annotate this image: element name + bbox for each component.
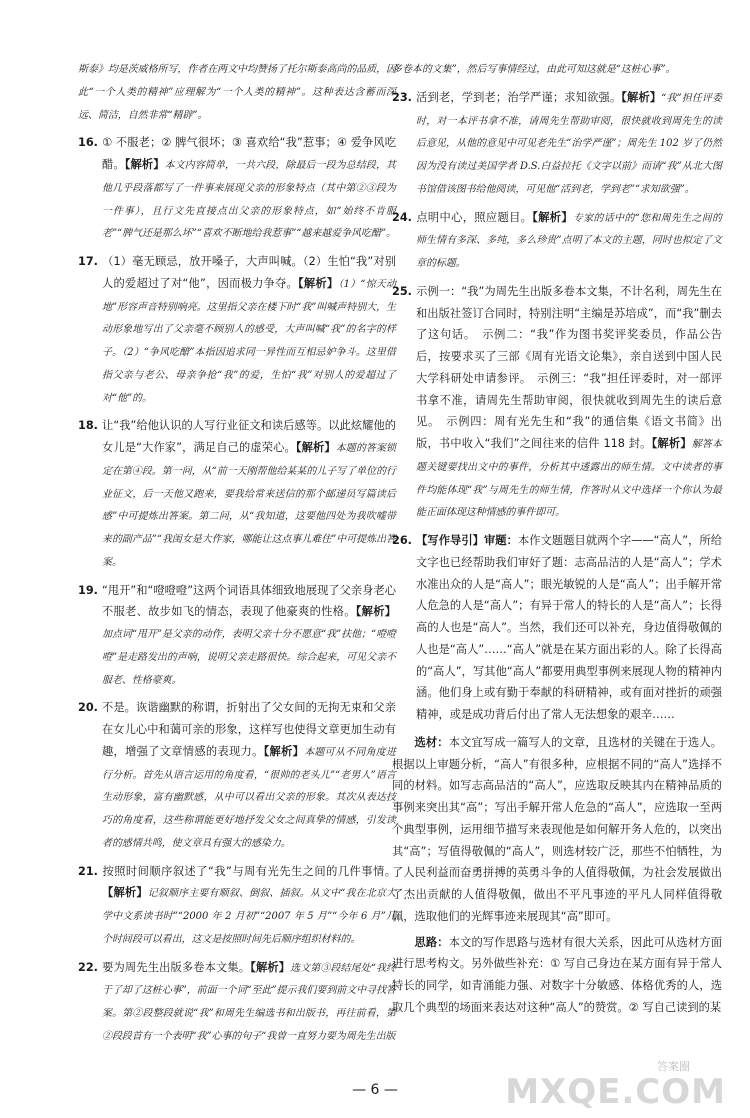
left-column — [78, 58, 396, 1054]
analysis-tag: 【解析】 — [355, 605, 396, 619]
watermark: MXQE.COM — [505, 1072, 726, 1112]
question-number: 18. — [78, 419, 98, 433]
analysis-tag: 【解析】 — [250, 960, 291, 974]
answer-text: 本作文题题目就两个字——“高人”，所给文字也已经帮助我们审好了题：志高品洁的人是“高人”；学术水准出众的人是“高人”；眼光敏锐的人是“高人”；出手解开常人危急的人是“高人”；有异于常人的特长的人是“高人”；长得高的人也是“高人”。当然，我们还可以补充，身边值得敬佩的人也是“高人”……“高人”就是在某方面出彩的人。除了长得高的“高人”，写其他“高人”都要用典型事例来展现人物的精神内涵。他们身上或有勤于奉献的科研精神，或有面对挫折的顽强精神，或是成功背后付出了常人无法想象的艰辛…… — [416, 534, 722, 721]
answer-item — [78, 415, 396, 573]
answer-item — [78, 861, 396, 951]
answer-text: “甩开”和“噔噔噔”这两个词语具体细致地展现了父亲身老心不服老、故步如飞的情态，表现了他豪爽的性格。 — [102, 583, 396, 619]
explanation-text: 本题的答案锁定在第④段。第一问，从“前一天刚帮他给某某的儿子写了单位的行业征文，后一天他又跑来，要我给常来送信的那个邮递员写篇读后感”中可提炼出答案。第二问，从“我知道，这要他四处为我吹嘘带来的副产品”“我闺女是大作家，哪能让这点事儿难住”中可提炼出答案。 — [102, 443, 396, 568]
question-number: 19. — [78, 583, 98, 597]
answer-item — [78, 251, 396, 409]
question-number: 20. — [78, 701, 98, 715]
explanation-text: 本题可从不同角度进行分析。首先从语言运用的角度看，“很帅的老头儿”“老男人”语言生动形象，富有幽默感，从中可以看出父亲的形象。其次从表达技巧的角度看，这些称谓能更好地抒发父女之间真挚的情感，引发读者的感情共鸣，使文章具有强大的感染力。 — [102, 746, 396, 849]
analysis-tag: 【解析】 — [621, 90, 662, 104]
paragraph-label: 选材： — [414, 735, 449, 749]
writing-guide-paragraph — [392, 932, 722, 1019]
explanation-text: 解答本题关键要找出文中的事件，分析其中透露出的师生情。文中读者的事件均能体现“我”与周先生的师生情，作答时从文中选择一个你认为最能正面体现这种情感的事件即可。 — [416, 439, 722, 519]
explanation-text: 斯泰》均是茨威格所写，作者在两文中均赞扬了托尔斯泰高尚的品质，因此“一个人类的精神”应理解为“一个人类的精神”。这种表达含蓄而深远、简洁，自然非常“精辟”。 — [78, 64, 397, 121]
analysis-tag: 【解析】 — [263, 744, 305, 758]
paragraph-label: 思路： — [414, 935, 449, 949]
answer-item — [392, 530, 722, 726]
right-column — [392, 58, 722, 1023]
answer-item — [78, 957, 396, 1048]
analysis-tag: 【解析】 — [102, 886, 148, 900]
analysis-tag: 【解析】 — [124, 158, 165, 171]
question-number: 17. — [78, 255, 98, 268]
answer-item — [392, 207, 722, 275]
watermark-caption: 答案圈 — [657, 1060, 690, 1073]
explanation-text: 选文第③段结尾处“我终于了却了这桩心事”，前面一个词“至此”提示我们要到前文中寻找答案。第②段整段就说“我”和周先生编选书和出版书，再往前看，第②段段首有一个表明“我”心事的句子“我曾一直努力要为周先生出版 — [102, 962, 396, 1042]
answer-item — [392, 58, 722, 81]
paragraph-text: 本文宜写成一篇写人的文章，且选材的关键在于选人。根据以上审题分析，“高人”有很多种，应根据不同的“高人”选择不同的材料。如写志高品洁的“高人”，应选取反映其内在精神品质的事例来突出其“高”；写出手解开常人危急的“高人”，应选取一至两个典型事例，运用细节描写来表现他是如何解开务人危的，以突出其“高”；写值得敬佩的“高人”，则选材较广泛，那些不怕牺牲，为了人民利益而奋勇拼搏的英勇斗争的人值得敬佩，为社会发展做出了杰出贡献的人值得敬佩，做出不平凡事迹的平凡人同样值得敬佩，选取他们的光辉事迹来展现其“高”即可。 — [392, 735, 722, 923]
question-number: 25. — [392, 284, 412, 298]
explanation-text: 专家的话中的“您和周先生之间的师生情有多深、多纯，多么珍贵”点明了本文的主题，同时也拟定了文章的标题。 — [416, 212, 722, 269]
answer-item — [78, 580, 396, 692]
question-number: 26. — [392, 534, 412, 547]
explanation-text: 记叙顺序主要有顺叙、倒叙、插叙。从文中“我在北京大学中文系读书时”“2000 年 2 月初”“2007 年 5 月”“今年 6 月”几个时间段可以看出，这文是按照时间先后顺序组织材料的。 — [102, 888, 396, 945]
explanation-text: （1）“惊天动地”形容声音特别响亮。这里指父亲在楼下时“我”叫喊声特别大，生动形象地写出了父亲毫不顾别人的感受，大声叫喊“我”的名字的样子。（2）“争风吃醋”本指因追求同一异性而互相忌妒争斗。这里借指父亲与老公、母亲争抢“我”的爱，生怕“我”对别人的爱超过了对“他”的。 — [102, 278, 396, 404]
answer-item — [78, 697, 396, 854]
writing-guide-paragraph — [392, 732, 722, 928]
answer-text: 让“我”给他认识的人写行业征文和读后感等。以此炫耀他的女儿是“大作家”，满足自己的虚荣心。 — [102, 419, 396, 454]
answer-item — [78, 58, 396, 126]
analysis-tag: 【解析】 — [298, 276, 339, 290]
answer-text: 示例一：“我”为周先生出版多卷本文集，不计名利，周先生在和出版社签订合同时，特别注明“主编是苏培成”，而“我”删去了这句话。 示例二：“我”作为图书奖评奖委员，作品公告后，按要求买了三部《周有光语文论集》，亲自送到中国人民大学科研处申请参评。 示例三：“我”担任评委时，对一部评书拿不准，请周先生帮助审阅，很快就收到周先生的读后意见。 示例四：周有光先生和“我”的通信集《语文书简》出版，书中收入“我们”之间往来的信件 118 封。 — [416, 284, 722, 450]
answer-text: 点明中心，照应题目。 — [416, 210, 533, 224]
page-number: — 6 — — [352, 1082, 398, 1098]
analysis-tag: 【解析】 — [532, 210, 573, 224]
question-number: 21. — [78, 864, 98, 878]
analysis-tag: 【写作导引】审题： — [416, 534, 518, 547]
analysis-tag: 【解析】 — [295, 441, 336, 454]
answer-text: ① 不服老；② 脾气很坏；③ 喜欢给“我”惹事；④ 爱争风吃醋。 — [102, 136, 396, 171]
answer-item — [392, 87, 722, 201]
question-number: 23. — [392, 90, 412, 104]
explanation-text: 多卷本的文集”，然后写事情经过，由此可知这就是“这桩心事”。 — [392, 64, 676, 75]
answer-text: 不是。诙谐幽默的称谓，折射出了父女间的无拘无束和父亲在女儿心中和蔼可亲的形象，这样写也使得文章更加生动有趣，增强了文章情感的表现力。 — [102, 701, 396, 758]
paragraph-text: 本文的写作思路与选材有很大关系，因此可从选材方面进行思考构文。另外做些补充：① 写自己身边在某方面有异于常人特长的同学，如青涌能力强、对数字十分敏感、体格优秀的人，选取几个典型的场面来表达对这种“高人”的赞赏。② 写自己读到的某 — [392, 935, 722, 1014]
answer-text: 按照时间顺序叙述了“我”与周有光先生之间的几件事情。 — [102, 864, 396, 878]
question-number: 16. — [78, 136, 98, 150]
question-number: 24. — [392, 210, 412, 224]
answer-text: 要为周先生出版多卷本文集。 — [102, 960, 251, 974]
answer-item — [392, 281, 722, 524]
analysis-tag: 【解析】 — [651, 437, 692, 450]
answer-item — [78, 132, 396, 245]
explanation-text: 加点词“甩开”是父亲的动作，表明父亲十分不愿意“我”扶他；“噔噔噔”是走路发出的声响，说明父亲走路很快。综合起来，可见父亲不服老、性格豪爽。 — [102, 629, 396, 686]
explanation-text: 本文内容简单，一共六段，除最后一段为总结段，其他几乎段落都写了一件事来展现父亲的形象特点（其中第②③段为一件事），且行文先直接点出父亲的形象特点，如“始终不肯服老”“脾气还是那么坏”“喜欢不断地给我惹事”“越来越爱争风吃醋”。 — [102, 160, 396, 240]
answer-text: 活到老，学到老；治学严谨；求知欲强。 — [416, 90, 622, 104]
question-number: 22. — [78, 960, 98, 974]
explanation-text: “我”担任评委时，对一本评书拿不准，请周先生帮助审阅，很快就收到周先生的读后意见，从他的意见中可见老先生“治学严谨”；周先生 102 岁了仍然因为没有读过美国学者 D.S.白益拉托《文字以前》而请“我”从北大图书馆借该图书给他阅读，可见他“活到老，学到老”“求知欲强”。 — [416, 92, 722, 195]
answer-text: （1）毫无顾忌，放开嗓子，大声叫喊。（2）生怕“我”对别人的爱超过了对“他”，因而极力争夺。 — [102, 255, 396, 290]
